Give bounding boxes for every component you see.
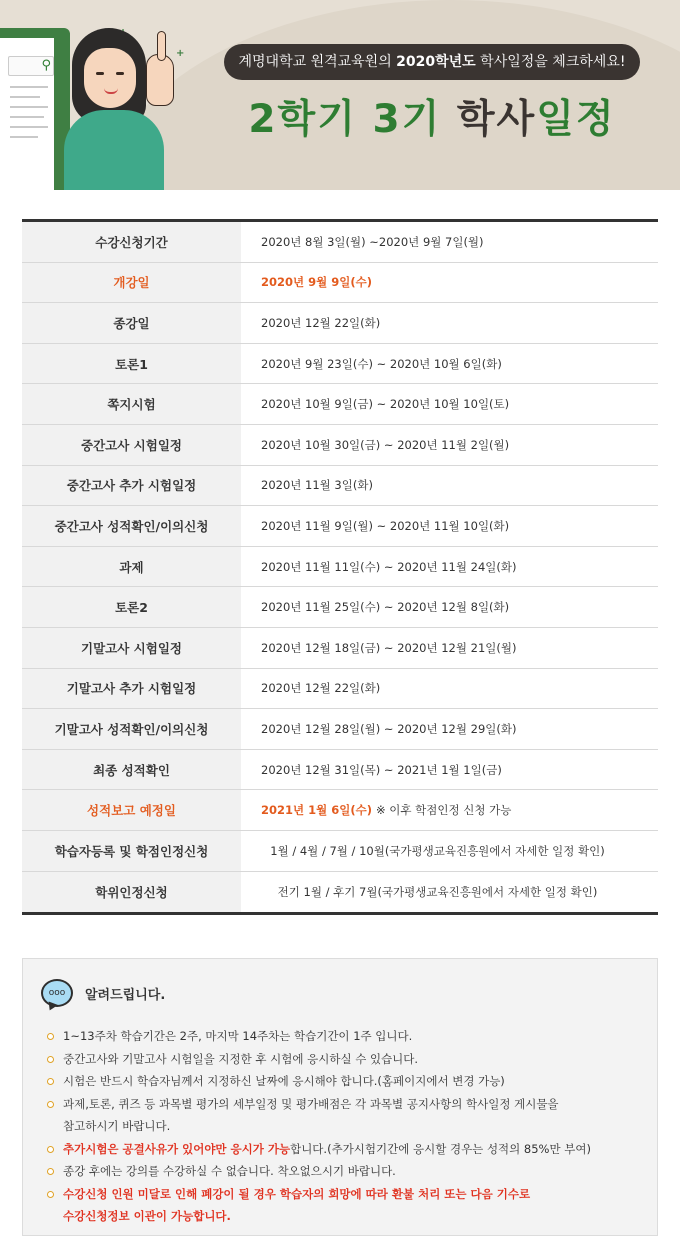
hero-banner bbox=[0, 0, 680, 190]
schedule-row bbox=[22, 222, 658, 263]
hero-subtitle-pill bbox=[224, 44, 640, 80]
notice-item-warning bbox=[47, 1183, 647, 1228]
schedule-table bbox=[22, 219, 658, 915]
notice-item-rest: 합니다.(추가시험기간에 응시할 경우는 성적의 85%만 부여) bbox=[290, 1141, 591, 1156]
schedule-value bbox=[241, 790, 658, 830]
schedule-label: 최종 성적확인 bbox=[22, 750, 241, 790]
person-illustration bbox=[62, 18, 185, 190]
schedule-row bbox=[22, 506, 658, 547]
hero-title bbox=[222, 90, 642, 150]
notice-item: 중간고사와 기말고사 시험일을 지정한 후 시험에 응시하실 수 있습니다. bbox=[47, 1048, 647, 1071]
schedule-row-highlight bbox=[22, 263, 658, 304]
schedule-value: 2020년 12월 28일(월) ~ 2020년 12월 29일(화) bbox=[261, 721, 517, 736]
schedule-label: 기말고사 시험일정 bbox=[22, 628, 241, 668]
notice-item: 1~13주차 학습기간은 2주, 마지막 14주차는 학습기간이 1주 입니다. bbox=[47, 1025, 647, 1048]
schedule-row bbox=[22, 587, 658, 628]
screen-line bbox=[10, 86, 48, 88]
laptop-search-box bbox=[8, 56, 54, 76]
schedule-row bbox=[22, 466, 658, 507]
schedule-value-strong: 2020년 9월 9일(수) bbox=[261, 275, 372, 290]
notice-box bbox=[22, 958, 658, 1236]
schedule-value-strong: 2021년 1월 6일(수) bbox=[261, 803, 372, 818]
person-smile bbox=[104, 88, 118, 94]
schedule-value: 전기 1월 / 후기 7월(국가평생교육진흥원에서 자세한 일정 확인) bbox=[277, 884, 598, 899]
schedule-value: 2020년 11월 3일(화) bbox=[261, 478, 373, 493]
schedule-row bbox=[22, 669, 658, 710]
laptop-screen bbox=[0, 38, 54, 190]
hero-title-schedule: 일정 bbox=[536, 97, 616, 142]
notice-item: 시험은 반드시 학습자님께서 지정하신 날짜에 응시해야 합니다.(홈페이지에서 변경 가능) bbox=[47, 1070, 647, 1093]
schedule-label: 중간고사 추가 시험일정 bbox=[22, 466, 241, 506]
schedule-label: 기말고사 성적확인/이의신청 bbox=[22, 709, 241, 749]
notice-header bbox=[41, 979, 165, 1007]
hero-subtitle-bold: 2020학년도 bbox=[396, 54, 476, 70]
schedule-label: 중간고사 성적확인/이의신청 bbox=[22, 506, 241, 546]
schedule-value: 2020년 8월 3일(월) ~2020년 9월 7일(월) bbox=[261, 234, 484, 249]
schedule-value: 2020년 9월 23일(수) ~ 2020년 10월 6일(화) bbox=[261, 356, 502, 371]
notice-item bbox=[47, 1138, 647, 1161]
schedule-value: 2020년 12월 22일(화) bbox=[261, 681, 381, 696]
schedule-value: 2020년 11월 25일(수) ~ 2020년 12월 8일(화) bbox=[261, 600, 510, 615]
schedule-row bbox=[22, 628, 658, 669]
notice-item-line: 수강신청 인원 미달로 인해 폐강이 될 경우 학습자의 희망에 따라 환불 처리 또는 다음 기수로 bbox=[63, 1186, 531, 1201]
schedule-value: 2020년 11월 9일(월) ~ 2020년 11월 10일(화) bbox=[261, 518, 510, 533]
schedule-row bbox=[22, 547, 658, 588]
screen-line bbox=[10, 116, 44, 118]
schedule-value-note: ※ 이후 학점인정 신청 가능 bbox=[375, 803, 512, 818]
screen-line bbox=[10, 126, 48, 128]
hero-subtitle-pre: 계명대학교 원격교육원의 bbox=[238, 54, 397, 70]
schedule-label: 성적보고 예정일 bbox=[22, 790, 241, 830]
schedule-label: 학습자등록 및 학점인정신청 bbox=[22, 831, 241, 871]
schedule-value: 2020년 12월 31일(목) ~ 2021년 1월 1일(금) bbox=[261, 762, 502, 777]
schedule-label: 수강신청기간 bbox=[22, 222, 241, 262]
hero-title-academic: 학사 bbox=[456, 97, 537, 142]
schedule-value: 2020년 10월 9일(금) ~ 2020년 10월 10일(토) bbox=[261, 397, 510, 412]
schedule-value: 2020년 10월 30일(금) ~ 2020년 11월 2일(월) bbox=[261, 437, 510, 452]
notice-item-line: 과제,토론, 퀴즈 등 과목별 평가의 세부일정 및 평가배점은 각 과목별 공지사항의 학사일정 게시물을 bbox=[63, 1096, 559, 1111]
notice-item-line: 수강신청정보 이관이 가능합니다. bbox=[63, 1209, 231, 1223]
pointing-hand bbox=[146, 54, 174, 106]
schedule-label: 학위인정신청 bbox=[22, 872, 241, 913]
schedule-row bbox=[22, 344, 658, 385]
person-shirt bbox=[64, 110, 164, 190]
notice-item: 종강 후에는 강의를 수강하실 수 없습니다. 착오없으시기 바랍니다. bbox=[47, 1160, 647, 1183]
notice-list bbox=[47, 1025, 647, 1228]
schedule-label: 쪽지시험 bbox=[22, 384, 241, 424]
hero-subtitle-post: 학사일정을 체크하세요! bbox=[475, 54, 626, 70]
schedule-row-highlight bbox=[22, 790, 658, 831]
schedule-row bbox=[22, 709, 658, 750]
hero-title-term: 2학기 3기 bbox=[248, 97, 442, 142]
schedule-row bbox=[22, 872, 658, 913]
schedule-label: 토론2 bbox=[22, 587, 241, 627]
person-eye bbox=[96, 72, 104, 75]
schedule-value bbox=[241, 263, 658, 303]
schedule-label: 토론1 bbox=[22, 344, 241, 384]
speech-bubble-icon: ooo bbox=[41, 979, 73, 1007]
schedule-label: 중간고사 시험일정 bbox=[22, 425, 241, 465]
schedule-value: 2020년 11월 11일(수) ~ 2020년 11월 24일(화) bbox=[261, 559, 517, 574]
person-eye bbox=[116, 72, 124, 75]
schedule-label: 기말고사 추가 시험일정 bbox=[22, 669, 241, 709]
screen-line bbox=[10, 106, 48, 108]
schedule-row bbox=[22, 831, 658, 872]
laptop-illustration bbox=[0, 28, 70, 190]
schedule-row bbox=[22, 303, 658, 344]
schedule-row bbox=[22, 425, 658, 466]
schedule-row bbox=[22, 384, 658, 425]
pointing-finger bbox=[157, 31, 166, 61]
search-icon: ⚲ bbox=[41, 58, 51, 73]
person-face bbox=[84, 48, 136, 108]
screen-line bbox=[10, 136, 38, 138]
sparkle-icon: + bbox=[176, 48, 185, 59]
notice-title: 알려드립니다. bbox=[85, 987, 166, 1003]
schedule-label: 종강일 bbox=[22, 303, 241, 343]
notice-item-line: 참고하시기 바랍니다. bbox=[63, 1119, 171, 1133]
schedule-value: 2020년 12월 22일(화) bbox=[261, 315, 381, 330]
schedule-value: 1월 / 4월 / 7월 / 10월(국가평생교육진흥원에서 자세한 일정 확인) bbox=[270, 843, 605, 858]
schedule-row bbox=[22, 750, 658, 791]
screen-line bbox=[10, 96, 40, 98]
schedule-value: 2020년 12월 18일(금) ~ 2020년 12월 21일(월) bbox=[261, 640, 517, 655]
notice-item-emphasis: 추가시험은 공결사유가 있어야만 응시가 가능 bbox=[63, 1141, 291, 1156]
schedule-label: 개강일 bbox=[22, 263, 241, 303]
schedule-label: 과제 bbox=[22, 547, 241, 587]
notice-item bbox=[47, 1093, 647, 1138]
